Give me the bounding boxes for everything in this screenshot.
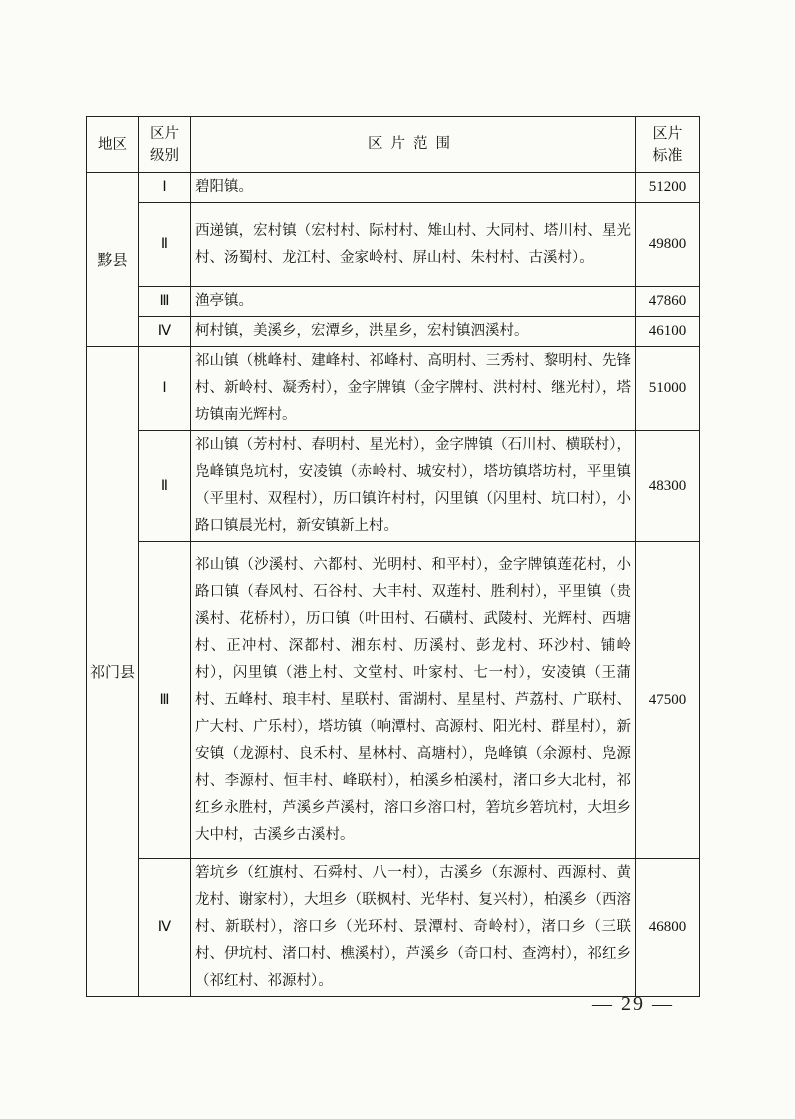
table-row: [87, 859, 700, 997]
range-cell: 祁山镇（芳村村、春明村、星光村），金字牌镇（石川村、横联村），凫峰镇凫坑村，安凌镇（赤岭村、城安村），塔坊镇塔坊村，平里镇（平里村、双程村），历口镇许村村，闪里镇（闪里村、坑口村），小路口镇晨光村，新安镇新上村。: [191, 431, 636, 542]
header-level-line1: 区片: [150, 125, 179, 142]
header-standard-line1: 区片: [652, 125, 683, 142]
range-cell: 碧阳镇。: [191, 173, 636, 203]
standard-cell: 51000: [636, 347, 700, 431]
standard-cell: 51200: [636, 173, 700, 203]
region-cell: 祁门县: [87, 347, 139, 997]
level-cell: Ⅱ: [139, 431, 191, 542]
range-cell: 箬坑乡（红旗村、石舜村、八一村），古溪乡（东源村、西源村、黄龙村、谢家村），大坦乡（联枫村、光华村、复兴村），柏溪乡（西溶村、新联村），溶口乡（光环村、景潭村、奇岭村），渚口乡（三联村、伊坑村、渚口村、樵溪村），芦溪乡（奇口村、查湾村），祁红乡（祁红村、祁源村）。: [191, 859, 636, 997]
header-range: 区片范围: [191, 117, 636, 173]
standard-cell: 46100: [636, 317, 700, 347]
level-cell: Ⅲ: [139, 287, 191, 317]
header-region: 地区: [87, 117, 139, 173]
land-zone-table: [86, 116, 700, 997]
header-level-line2: 级别: [150, 147, 179, 164]
level-cell: Ⅲ: [139, 542, 191, 859]
range-cell: 祁山镇（桃峰村、建峰村、祁峰村、高明村、三秀村、黎明村、先锋村、新岭村、凝秀村），金字牌镇（金字牌村、洪村村、继光村），塔坊镇南光辉村。: [191, 347, 636, 431]
header-level: [139, 117, 191, 173]
range-cell: 祁山镇（沙溪村、六都村、光明村、和平村），金字牌镇莲花村，小路口镇（春风村、石谷村、大丰村、双莲村、胜利村），平里镇（贵溪村、花桥村），历口镇（叶田村、石磺村、武陵村、光辉村、西塘村、正冲村、深都村、湘东村、历溪村、彭龙村、环沙村、铺岭村），闪里镇（港上村、文堂村、叶家村、七一村），安凌镇（王蒲村、五峰村、琅丰村、星联村、雷湖村、星星村、芦荔村、广联村、广大村、广乐村），塔坊镇（响潭村、高源村、阳光村、群星村），新安镇（龙源村、良禾村、星林村、高塘村），凫峰镇（余源村、凫源村、李源村、恒丰村、峰联村），柏溪乡柏溪村，渚口乡大北村，祁红乡永胜村，芦溪乡芦溪村，溶口乡溶口村，箬坑乡箬坑村，大坦乡大中村，古溪乡古溪村。: [191, 542, 636, 859]
table-row: [87, 173, 700, 203]
page-number: — 29 —: [592, 993, 674, 1015]
table-row: [87, 203, 700, 287]
standard-cell: 49800: [636, 203, 700, 287]
region-cell: 黟县: [87, 173, 139, 347]
standard-cell: 47860: [636, 287, 700, 317]
table-row: [87, 317, 700, 347]
standard-cell: 48300: [636, 431, 700, 542]
header-standard-line2: 标准: [652, 147, 683, 164]
level-cell: Ⅱ: [139, 203, 191, 287]
level-cell: Ⅳ: [139, 859, 191, 997]
header-standard: [636, 117, 700, 173]
standard-cell: 46800: [636, 859, 700, 997]
table-row: [87, 287, 700, 317]
range-cell: 柯村镇，美溪乡，宏潭乡，洪星乡，宏村镇泗溪村。: [191, 317, 636, 347]
range-cell: 渔亭镇。: [191, 287, 636, 317]
table-row: [87, 431, 700, 542]
level-cell: Ⅳ: [139, 317, 191, 347]
standard-cell: 47500: [636, 542, 700, 859]
level-cell: Ⅰ: [139, 347, 191, 431]
table-header-row: [87, 117, 700, 173]
table-row: [87, 542, 700, 859]
table-row: [87, 347, 700, 431]
range-cell: 西递镇，宏村镇（宏村村、际村村、雉山村、大同村、塔川村、星光村、汤蜀村、龙江村、金家岭村、屏山村、朱村村、古溪村）。: [191, 203, 636, 287]
level-cell: Ⅰ: [139, 173, 191, 203]
